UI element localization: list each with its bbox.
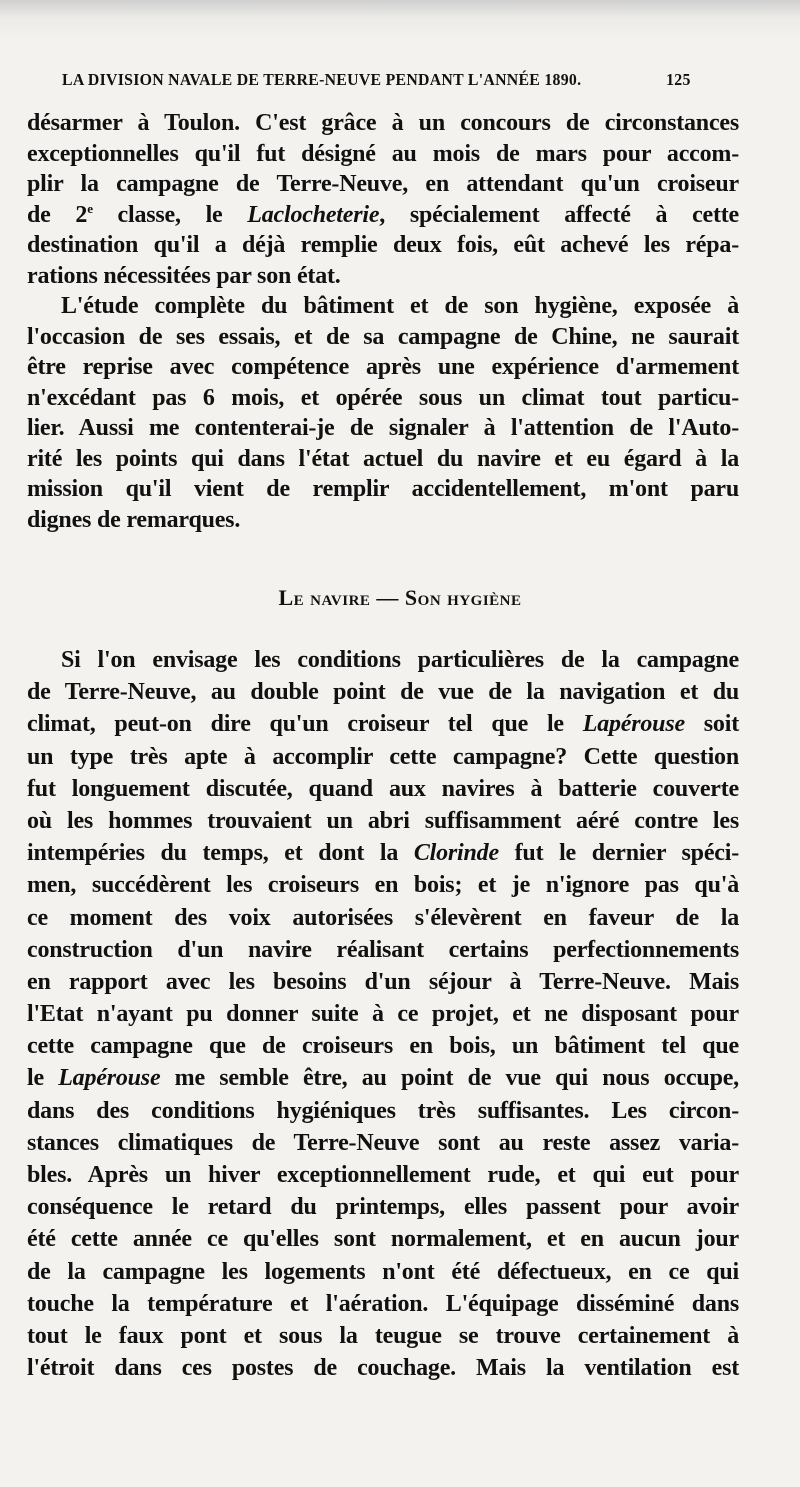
text-line: fut longuement discutée, quand aux navires à batterie couverte [27, 775, 739, 802]
text-line: touche la température et l'aération. L'équipage disséminé dans [27, 1290, 739, 1317]
text-line: l'occasion de ses essais, et de sa campagne de Chine, ne saurait [27, 323, 739, 350]
text-line: construction d'un navire réalisant certains perfectionnements [27, 936, 739, 963]
text-line: men, succédèrent les croiseurs en bois; et je n'ignore pas qu'à [27, 872, 739, 899]
text-line: dignes de remarques. [27, 506, 241, 533]
text-line: stances climatiques de Terre-Neuve sont au reste assez varia- [27, 1129, 739, 1156]
text-line: désarmer à Toulon. C'est grâce à un concours de circonstances [27, 110, 739, 136]
text-line: lier. Aussi me contenterai-je de signaler à l'attention de l'Auto- [27, 415, 739, 441]
section-heading: Le navire — Son hygiène [278, 585, 522, 610]
text-line: où les hommes trouvaient un abri suffisamment aéré contre les [27, 807, 739, 834]
text-line: être reprise avec compétence après une expérience d'armement [27, 354, 739, 380]
text-line: de 2e classe, le Laclocheterie, spécialement affecté à cette [27, 200, 740, 228]
text-line: plir la campagne de Terre-Neuve, en attendant qu'un croiseur [27, 171, 739, 197]
text-block-top [27, 108, 739, 535]
text-line: de Terre-Neuve, au double point de vue de la navigation et du [27, 679, 739, 706]
text-line: Si l'on envisage les conditions particulières de la campagne [61, 647, 739, 673]
running-head [62, 70, 691, 90]
text-line: un type très apte à accomplir cette campagne? Cette question [27, 743, 739, 770]
running-head-title: LA DIVISION NAVALE DE TERRE-NEUVE PENDANT L'ANNÉE 1890. [62, 70, 582, 89]
text-line: le Lapérouse me semble être, au point de vue qui nous occupe, [27, 1065, 739, 1092]
text-line: ce moment des voix autorisées s'élevèrent en faveur de la [27, 904, 739, 931]
text-line: rations nécessitées par son état. [27, 262, 341, 289]
text-line: conséquence le retard du printemps, elles passent pour avoir [27, 1194, 739, 1221]
text-line: bles. Après un hiver exceptionnellement rude, et qui eut pour [27, 1162, 739, 1188]
text-line: cette campagne que de croiseurs en bois, un bâtiment tel que [27, 1033, 739, 1060]
text-line: l'étroit dans ces postes de couchage. Mais la ventilation est [27, 1355, 739, 1382]
text-line: L'étude complète du bâtiment et de son hygiène, exposée à [61, 293, 739, 319]
text-line: intempéries du temps, et dont la Clorinde fut le dernier spéci- [27, 840, 739, 867]
text-line: destination qu'il a déjà remplie deux fois, eût achevé les répa- [27, 232, 739, 258]
text-line: tout le faux pont et sous la teugue se trouve certainement à [27, 1322, 739, 1349]
text-line: de la campagne les logements n'ont été défectueux, en ce qui [27, 1258, 739, 1285]
text-line: climat, peut-on dire qu'un croiseur tel que le Lapérouse soit [27, 711, 739, 738]
text-block-bottom [27, 644, 739, 1384]
text-line: exceptionnelles qu'il fut désigné au mois de mars pour accom- [27, 140, 739, 167]
text-line: n'excédant pas 6 mois, et opérée sous un climat tout particu- [27, 384, 739, 411]
text-line: l'Etat n'ayant pu donner suite à ce projet, et ne disposant pour [27, 1001, 739, 1028]
text-line: été cette année ce qu'elles sont normalement, et en aucun jour [27, 1226, 739, 1253]
page-number: 125 [666, 70, 691, 89]
text-line: en rapport avec les besoins d'un séjour à Terre-Neuve. Mais [27, 968, 739, 995]
text-line: rité les points qui dans l'état actuel du navire et eu égard à la [27, 445, 739, 472]
text-line: mission qu'il vient de remplir accidentellement, m'ont paru [27, 476, 739, 502]
text-line: dans des conditions hygiéniques très suffisantes. Les circon- [27, 1097, 739, 1124]
